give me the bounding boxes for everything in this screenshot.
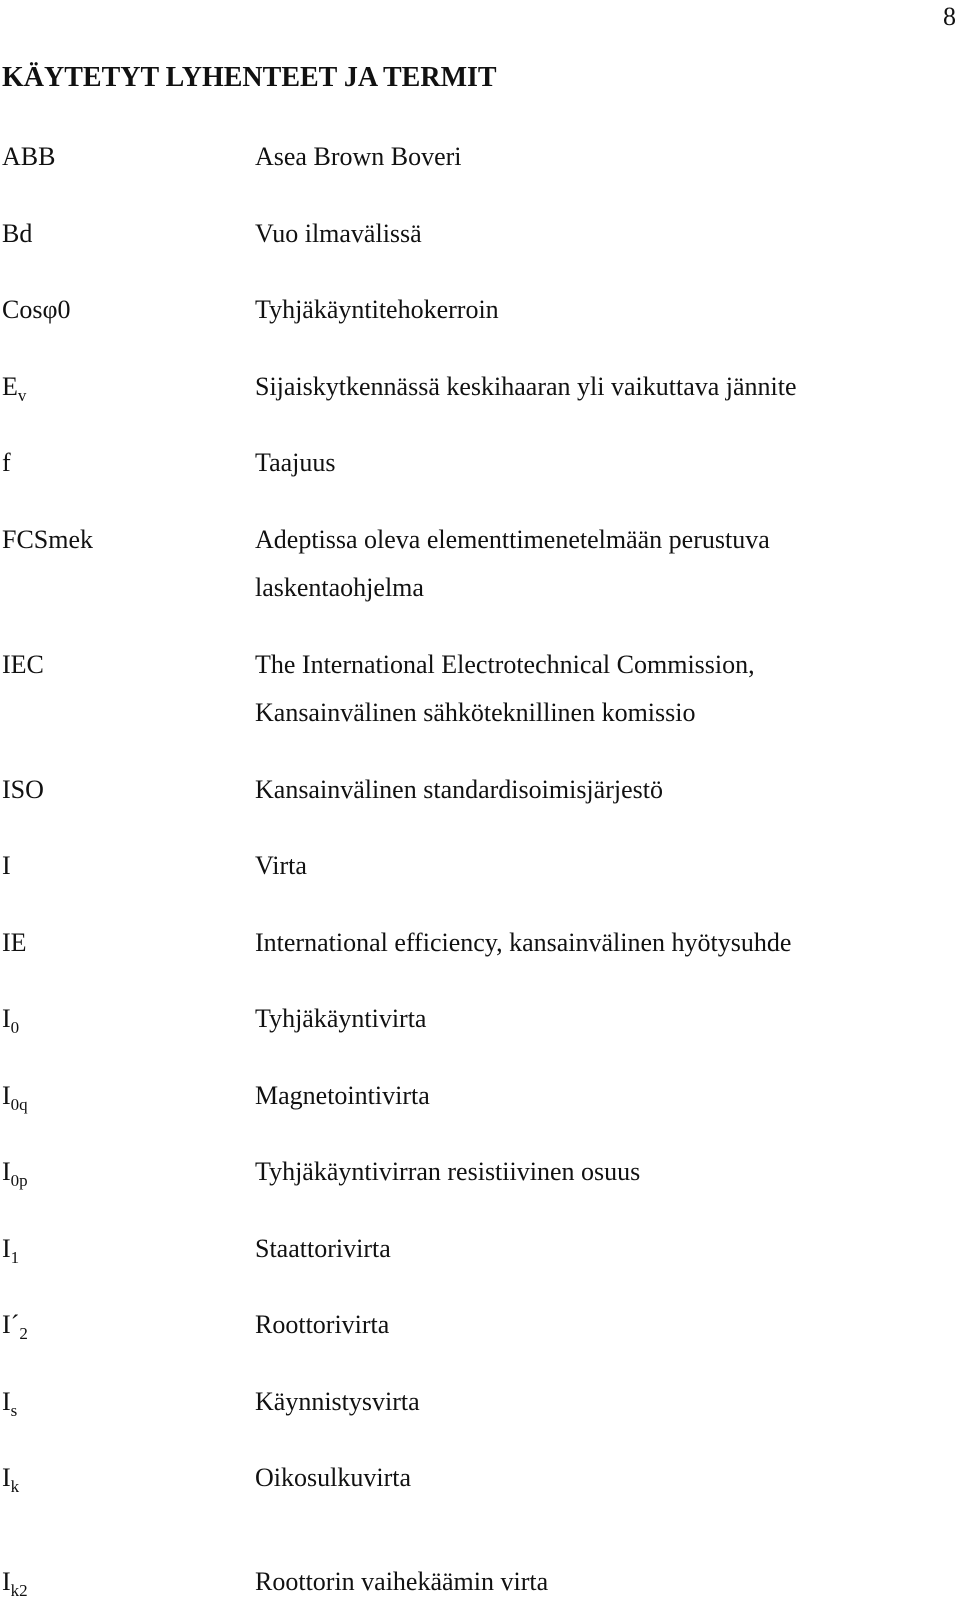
term-abbreviation: $E_v$: [2, 372, 27, 405]
page-title: KÄYTETYT LYHENTEET JA TERMIT: [2, 62, 497, 93]
term-abbreviation: ABB: [2, 142, 56, 171]
term-subscript: 0: [10, 1018, 20, 1037]
term-subscript: 0p: [10, 1171, 28, 1190]
term-definition: Roottorivirta: [255, 1310, 390, 1339]
term-definition: Virta: [255, 851, 307, 880]
term-definition: Tyhjäkäyntitehokerroin: [255, 295, 499, 324]
term-definition: Vuo ilmavälissä: [255, 219, 422, 248]
term-abbreviation: FCSmek: [2, 525, 94, 554]
term-definition: Magnetointivirta: [255, 1081, 430, 1110]
term-definition: Staattorivirta: [255, 1234, 391, 1263]
term-subscript: 0q: [10, 1095, 28, 1114]
term-abbreviation: Bd: [2, 219, 33, 248]
term-definition-line-1: The International Electrotechnical Commission,: [255, 650, 755, 679]
term-abbreviation: $I_{k2}$: [2, 1567, 28, 1600]
term-abbreviation: $I_s$: [2, 1387, 18, 1420]
term-definition-line-2: laskentaohjelma: [255, 573, 424, 602]
term-subscript: v: [17, 386, 27, 405]
term-definition: Asea Brown Boveri: [255, 142, 462, 171]
term-abbreviation: ISO: [2, 775, 44, 804]
term-definition: Oikosulkuvirta: [255, 1463, 411, 1492]
page-number: 8: [943, 2, 956, 31]
term-definition: Kansainvälinen standardisoimisjärjestö: [255, 775, 663, 804]
term-definition: International efficiency, kansainvälinen hyötysuhde: [255, 928, 792, 957]
term-abbreviation: $I_{0p}$: [2, 1157, 28, 1190]
term-abbreviation: f: [2, 448, 11, 477]
term-abbreviation: $I´_2$: [2, 1310, 28, 1343]
term-abbreviation: $I_1$: [2, 1234, 20, 1267]
term-abbreviation: $I_k$: [2, 1463, 20, 1496]
term-definition: Roottorin vaihekäämin virta: [255, 1567, 549, 1596]
term-abbreviation: $I_0$: [2, 1004, 20, 1037]
term-definition: Tyhjäkäyntivirta: [255, 1004, 427, 1033]
term-abbreviation: I: [2, 851, 11, 880]
term-definition-line-1: Adeptissa oleva elementtimenetelmään perustuva: [255, 525, 770, 554]
term-abbreviation: IE: [2, 928, 27, 957]
term-subscript: 1: [10, 1248, 20, 1267]
term-subscript: s: [10, 1401, 18, 1420]
term-subscript: k: [10, 1477, 20, 1496]
term-definition-line-2: Kansainvälinen sähköteknillinen komissio: [255, 698, 696, 727]
term-subscript: k2: [10, 1581, 28, 1600]
term-definition: Käynnistysvirta: [255, 1387, 420, 1416]
term-definition: Taajuus: [255, 448, 336, 477]
term-abbreviation: IEC: [2, 650, 44, 679]
term-abbreviation: $I_{0q}$: [2, 1081, 28, 1114]
term-definition: Sijaiskytkennässä keskihaaran yli vaikuttava jännite: [255, 372, 797, 401]
term-abbreviation: Cosφ0: [2, 295, 71, 324]
term-definition: Tyhjäkäyntivirran resistiivinen osuus: [255, 1157, 641, 1186]
term-subscript: 2: [19, 1324, 28, 1343]
